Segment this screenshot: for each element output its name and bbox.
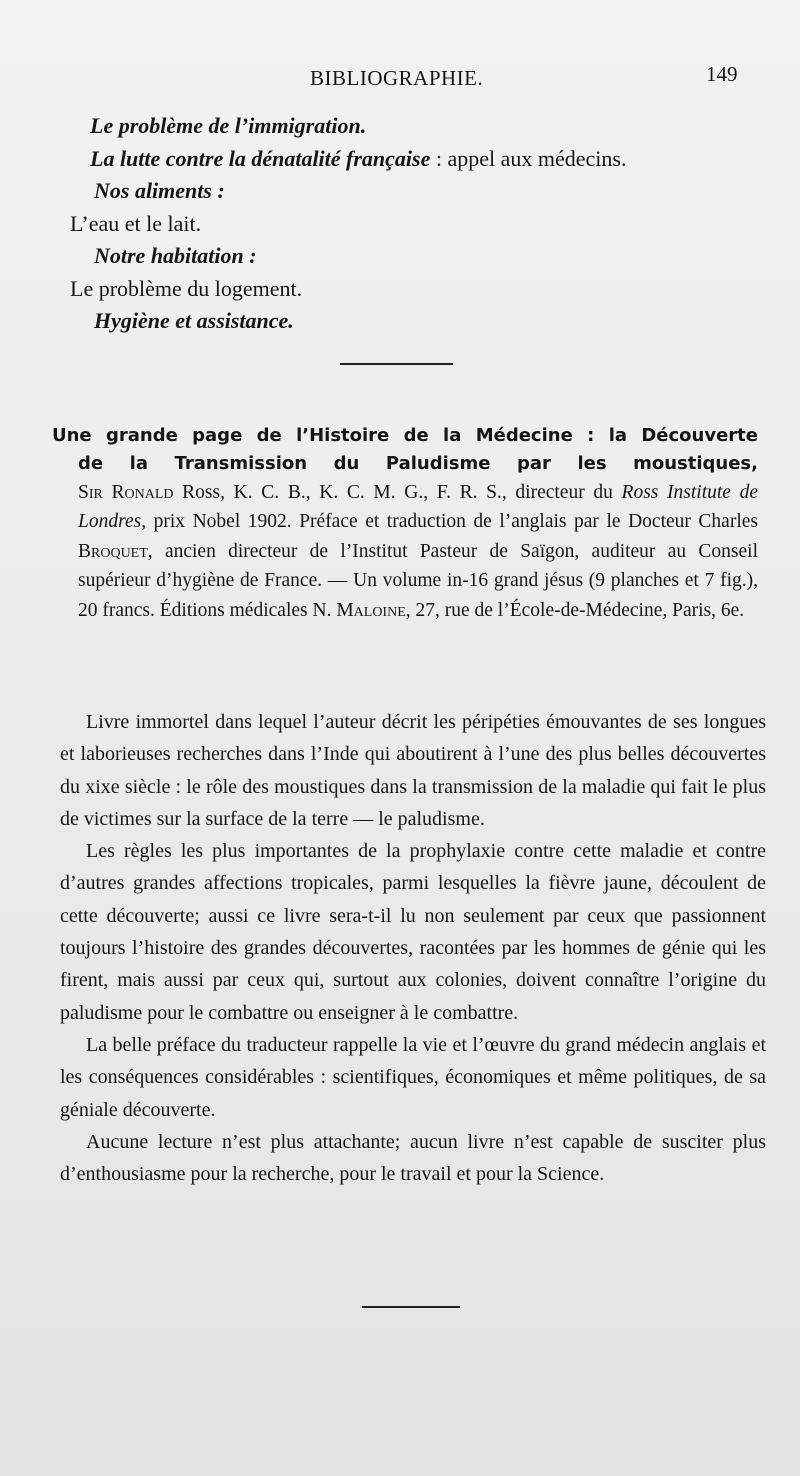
section-divider — [340, 363, 453, 365]
translator-name: Broquet — [78, 540, 148, 562]
institute-name: Ross Institute de Londres — [78, 482, 759, 533]
details-text: , ancien directeur de l’Institut Pasteur de Saïgon, auditeur au Conseil supérieur d’hygiène de France. — Un volume in-16 grand jésus (9 planches et 7 fig.), 20 francs. Éditions médicales N. — [78, 540, 758, 621]
author-prefix: Sir Ronald — [78, 482, 174, 503]
bibliography-entry — [52, 422, 758, 625]
toc-item: Hygiène et assistance. — [94, 308, 294, 333]
author-titles: , K. C. B., K. C. M. G., F. R. S., directeur du — [220, 482, 622, 503]
book-title-line: de la Transmission du Paludisme par les moustiques, — [78, 453, 758, 474]
section-divider — [362, 1306, 460, 1308]
details-text: , 27, rue de l’École-de-Médecine, Paris, 6e. — [405, 599, 745, 621]
contents-list — [60, 110, 760, 338]
toc-item: Notre habitation : — [94, 243, 257, 268]
publisher-name: Maloine — [336, 599, 406, 621]
page-number: 149 — [706, 62, 738, 86]
review-paragraph: Livre immortel dans lequel l’auteur décrit les péripéties émouvantes de ses longues et laborieuses recherches dans l’Inde qui aboutirent à l’une des plus belles découvertes du xixe siècle : le rôle des moustiques dans la transmission de la maladie qui fait le plus de victimes sur la surface de la terre — le paludisme. — [60, 711, 766, 830]
review-text — [60, 706, 766, 1190]
toc-item-roman: : appel aux médecins. — [430, 145, 627, 171]
toc-item-italic: La lutte contre la dénatalité française — [90, 145, 431, 171]
review-paragraph: Aucune lecture n’est plus attachante; aucun livre n’est capable de susciter plus d’enthousiasme pour la recherche, pour le travail et pour la Science. — [60, 1130, 766, 1186]
book-details — [52, 478, 758, 625]
toc-item: Le problème de l’immigration. — [90, 113, 367, 138]
toc-item — [60, 143, 760, 176]
review-paragraph: La belle préface du traducteur rappelle la vie et l’œuvre du grand médecin anglais et les conséquences considérables : scientifiques, économiques et même politiques, de sa géniale découverte. — [60, 1033, 766, 1121]
toc-item: Le problème du logement. — [70, 275, 303, 301]
toc-item: Nos aliments : — [94, 178, 225, 203]
toc-item: L’eau et le lait. — [70, 210, 202, 236]
review-paragraph: Les règles les plus importantes de la prophylaxie contre cette maladie et contre d’autres grandes affections tropicales, parmi lesquelles la fièvre jaune, découlent de cette découverte; aussi ce livre sera-t-il lu non seulement par ceux que passionnent toujours l’histoire des grandes découvertes, racontées par les hommes de génie qui les firent, mais aussi par ceux qui, surtout aux colonies, doivent connaître l’origine du paludisme pour le combattre ou enseigner à le combattre. — [60, 840, 766, 1024]
book-title-line: Une grande page de l’Histoire de la Médecine : la Découverte — [52, 425, 758, 446]
author-name: Ross — [173, 482, 221, 503]
running-header-title: BIBLIOGRAPHIE. — [310, 66, 484, 90]
details-text: , prix Nobel 1902. Préface et traduction de l’anglais par le Docteur Charles — [141, 511, 758, 533]
